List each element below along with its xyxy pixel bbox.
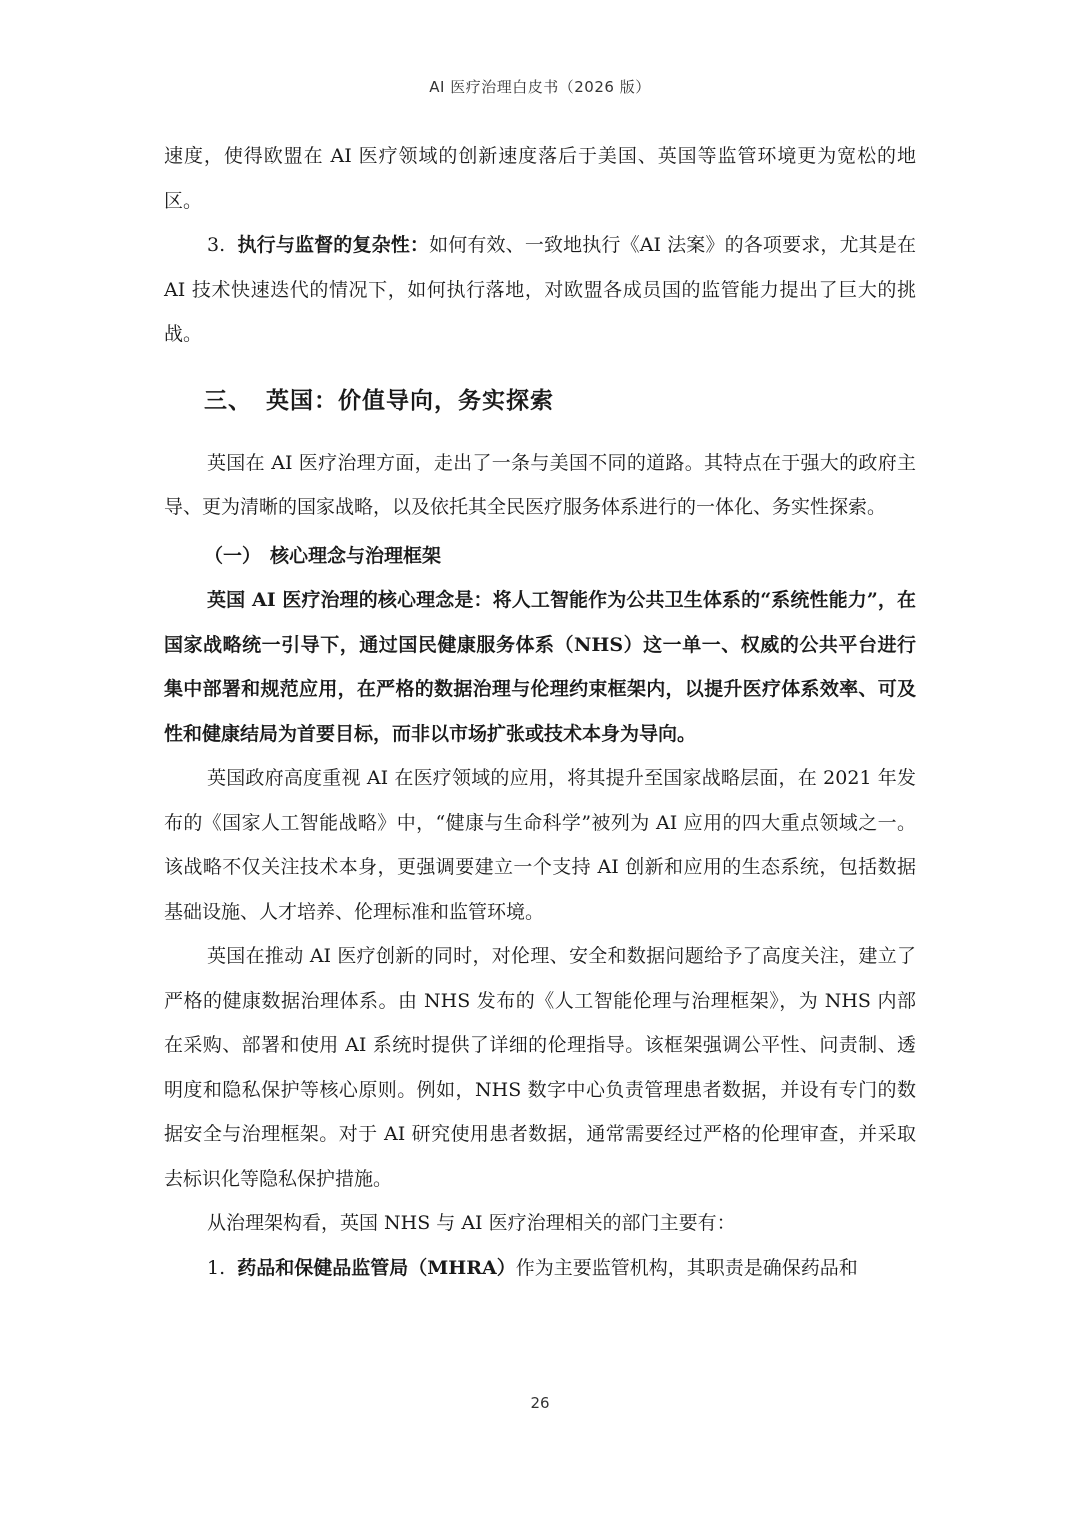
subsection-heading-number: （一）	[204, 544, 262, 567]
list-item-3-bold-label: 执行与监督的复杂性：	[237, 234, 430, 256]
paragraph-continued: 速度，使得欧盟在 AI 医疗领域的创新速度落后于美国、英国等监管环境更为宽松的地区。	[164, 145, 916, 212]
subsection-heading	[164, 534, 916, 579]
list-item-1	[164, 1246, 916, 1291]
paragraph-core-concept: 英国 AI 医疗治理的核心理念是：将人工智能作为公共卫生体系的“系统性能力”，在国家战略统一引导下，通过国民健康服务体系（NHS）这一单一、权威的公共平台进行集中部署和规范应用，在严格的数据治理与伦理约束框架内，以提升医疗体系效率、可及性和健康结局为首要目标，而非以市场扩张或技术本身为导向。	[164, 589, 916, 745]
paragraph-governance-structure: 从治理架构看，英国 NHS 与 AI 医疗治理相关的部门主要有：	[207, 1212, 736, 1234]
paragraph-ethics-governance: 英国在推动 AI 医疗创新的同时，对伦理、安全和数据问题给予了高度关注，建立了严格的健康数据治理体系。由 NHS 发布的《人工智能伦理与治理框架》，为 NHS 内部在采购、部署和使用 AI 系统时提供了详细的伦理指导。该框架强调公平性、问责制、透明度和隐私保护等核心原则。例如，NHS 数字中心负责管理患者数据，并设有专门的数据安全与治理框架。对于 AI 研究使用患者数据，通常需要经过严格的伦理审查，并采取去标识化等隐私保护措施。	[164, 945, 916, 1190]
body-text	[164, 134, 916, 1290]
list-item-1-text: 作为主要监管机构，其职责是确保药品和	[515, 1256, 858, 1279]
section-heading-number: 三、	[204, 386, 252, 414]
list-item-3	[164, 223, 916, 357]
list-item-3-number: 3.	[207, 234, 226, 256]
list-item-1-number: 1.	[207, 1256, 226, 1279]
running-header: AI 医疗治理白皮书（2026 版）	[429, 78, 651, 96]
list-item-1-bold-label: 药品和保健品监管局（MHRA）	[237, 1256, 516, 1279]
section-heading-title: 英国：价值导向，务实探索	[266, 386, 554, 414]
subsection-heading-title: 核心理念与治理框架	[270, 544, 442, 567]
section-heading	[164, 375, 916, 427]
paragraph-intro: 英国在 AI 医疗治理方面，走出了一条与美国不同的道路。其特点在于强大的政府主导、更为清晰的国家战略，以及依托其全民医疗服务体系进行的一体化、务实性探索。	[164, 451, 916, 518]
list-item-3-text: 如何有效、一致地执行《AI 法案》的各项要求，尤其是在 AI 技术快速迭代的情况下，如何执行落地，对欧盟各成员国的监管能力提出了巨大的挑战。	[164, 234, 916, 345]
paragraph-national-strategy: 英国政府高度重视 AI 在医疗领域的应用，将其提升至国家战略层面，在 2021 年发布的《国家人工智能战略》中，“健康与生命科学”被列为 AI 应用的四大重点领域之一。该战略不仅关注技术本身，更强调要建立一个支持 AI 创新和应用的生态系统，包括数据基础设施、人才培养、伦理标准和监管环境。	[164, 767, 916, 923]
page-number: 26	[530, 1394, 550, 1412]
